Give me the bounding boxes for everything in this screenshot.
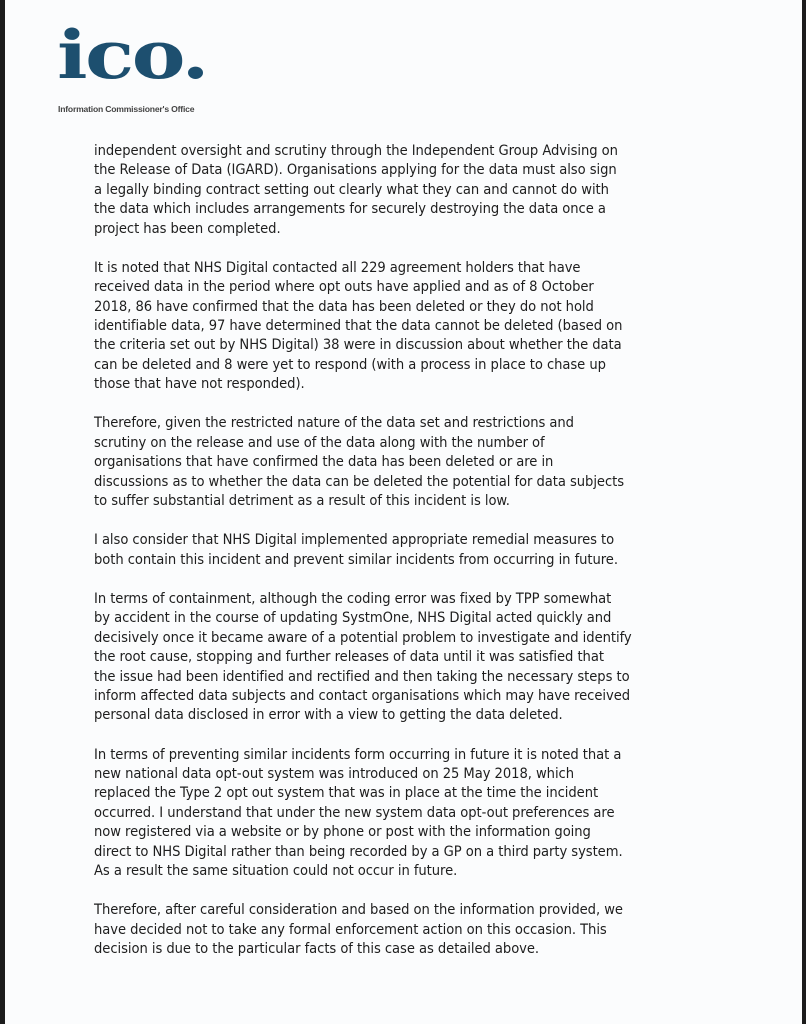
text-line: by accident in the course of updating SystmOne, NHS Digital acted quickly and bbox=[94, 609, 612, 627]
text-line: direct to NHS Digital rather than being recorded by a GP on a third party system. bbox=[94, 842, 623, 860]
text-line: have decided not to take any formal enforcement action on this occasion. This bbox=[94, 920, 607, 938]
letter-body bbox=[94, 141, 754, 978]
text-line: Therefore, after careful consideration and based on the information provided, we bbox=[94, 901, 623, 919]
logo-org-name: Information Commissioner's Office bbox=[58, 104, 195, 114]
paragraph-1 bbox=[94, 141, 754, 238]
text-line: decisively once it became aware of a potential problem to investigate and identify bbox=[94, 628, 632, 646]
text-line: scrutiny on the release and use of the data along with the number of bbox=[94, 433, 545, 451]
text-line: a legally binding contract setting out clearly what they can and cannot do with bbox=[94, 180, 609, 198]
logo-wordmark: ico. bbox=[57, 16, 208, 94]
paragraph-7 bbox=[94, 900, 754, 958]
text-line: 2018, 86 have confirmed that the data has been deleted or they do not hold bbox=[94, 297, 594, 315]
ico-logo bbox=[57, 16, 227, 117]
paragraph-2 bbox=[94, 258, 754, 394]
text-line: personal data disclosed in error with a view to getting the data deleted. bbox=[94, 706, 563, 724]
text-line: the Release of Data (IGARD). Organisations applying for the data must also sign bbox=[94, 161, 617, 179]
text-line: organisations that have confirmed the data has been deleted or are in bbox=[94, 453, 554, 471]
text-line: Therefore, given the restricted nature of the data set and restrictions and bbox=[94, 414, 574, 432]
text-line: As a result the same situation could not occur in future. bbox=[94, 861, 458, 879]
text-line: can be deleted and 8 were yet to respond (with a process in place to chase up bbox=[94, 355, 606, 373]
text-line: both contain this incident and prevent similar incidents from occurring in future. bbox=[94, 550, 618, 568]
paragraph-4 bbox=[94, 530, 754, 569]
text-line: the data which includes arrangements for securely destroying the data once a bbox=[94, 200, 606, 218]
text-line: project has been completed. bbox=[94, 219, 281, 237]
text-line: new national data opt-out system was introduced on 25 May 2018, which bbox=[94, 764, 574, 782]
text-line: occurred. I understand that under the new system data opt-out preferences are bbox=[94, 803, 615, 821]
paragraph-5 bbox=[94, 589, 754, 725]
text-line: I also consider that NHS Digital implemented appropriate remedial measures to bbox=[94, 531, 615, 549]
text-line: decision is due to the particular facts of this case as detailed above. bbox=[94, 940, 540, 957]
text-line: the root cause, stopping and further releases of data until it was satisfied that bbox=[94, 648, 604, 666]
text-line: inform affected data subjects and contact organisations which may have received bbox=[94, 686, 631, 704]
text-line: In terms of containment, although the coding error was fixed by TPP somewhat bbox=[94, 589, 612, 607]
text-line: the issue had been identified and rectified and then taking the necessary steps to bbox=[94, 667, 630, 685]
text-line: In terms of preventing similar incidents form occurring in future it is noted that a bbox=[94, 745, 622, 763]
text-line: those that have not responded). bbox=[94, 375, 305, 393]
text-line: discussions as to whether the data can be deleted the potential for data subjects bbox=[94, 472, 625, 490]
text-line: now registered via a website or by phone or post with the information going bbox=[94, 823, 591, 841]
text-line: independent oversight and scrutiny through the Independent Group Advising on bbox=[94, 142, 618, 159]
document-page bbox=[5, 0, 802, 1024]
text-line: identifiable data, 97 have determined that the data cannot be deleted (based on bbox=[94, 317, 623, 335]
paragraph-6 bbox=[94, 745, 754, 881]
paragraph-3 bbox=[94, 413, 754, 510]
text-line: It is noted that NHS Digital contacted all 229 agreement holders that have bbox=[94, 258, 581, 276]
text-line: received data in the period where opt outs have applied and as of 8 October bbox=[94, 278, 594, 296]
text-line: to suffer substantial detriment as a result of this incident is low. bbox=[94, 492, 510, 510]
text-line: the criteria set out by NHS Digital) 38 were in discussion about whether the data bbox=[94, 336, 622, 354]
text-line: replaced the Type 2 opt out system that was in place at the time the incident bbox=[94, 784, 599, 802]
